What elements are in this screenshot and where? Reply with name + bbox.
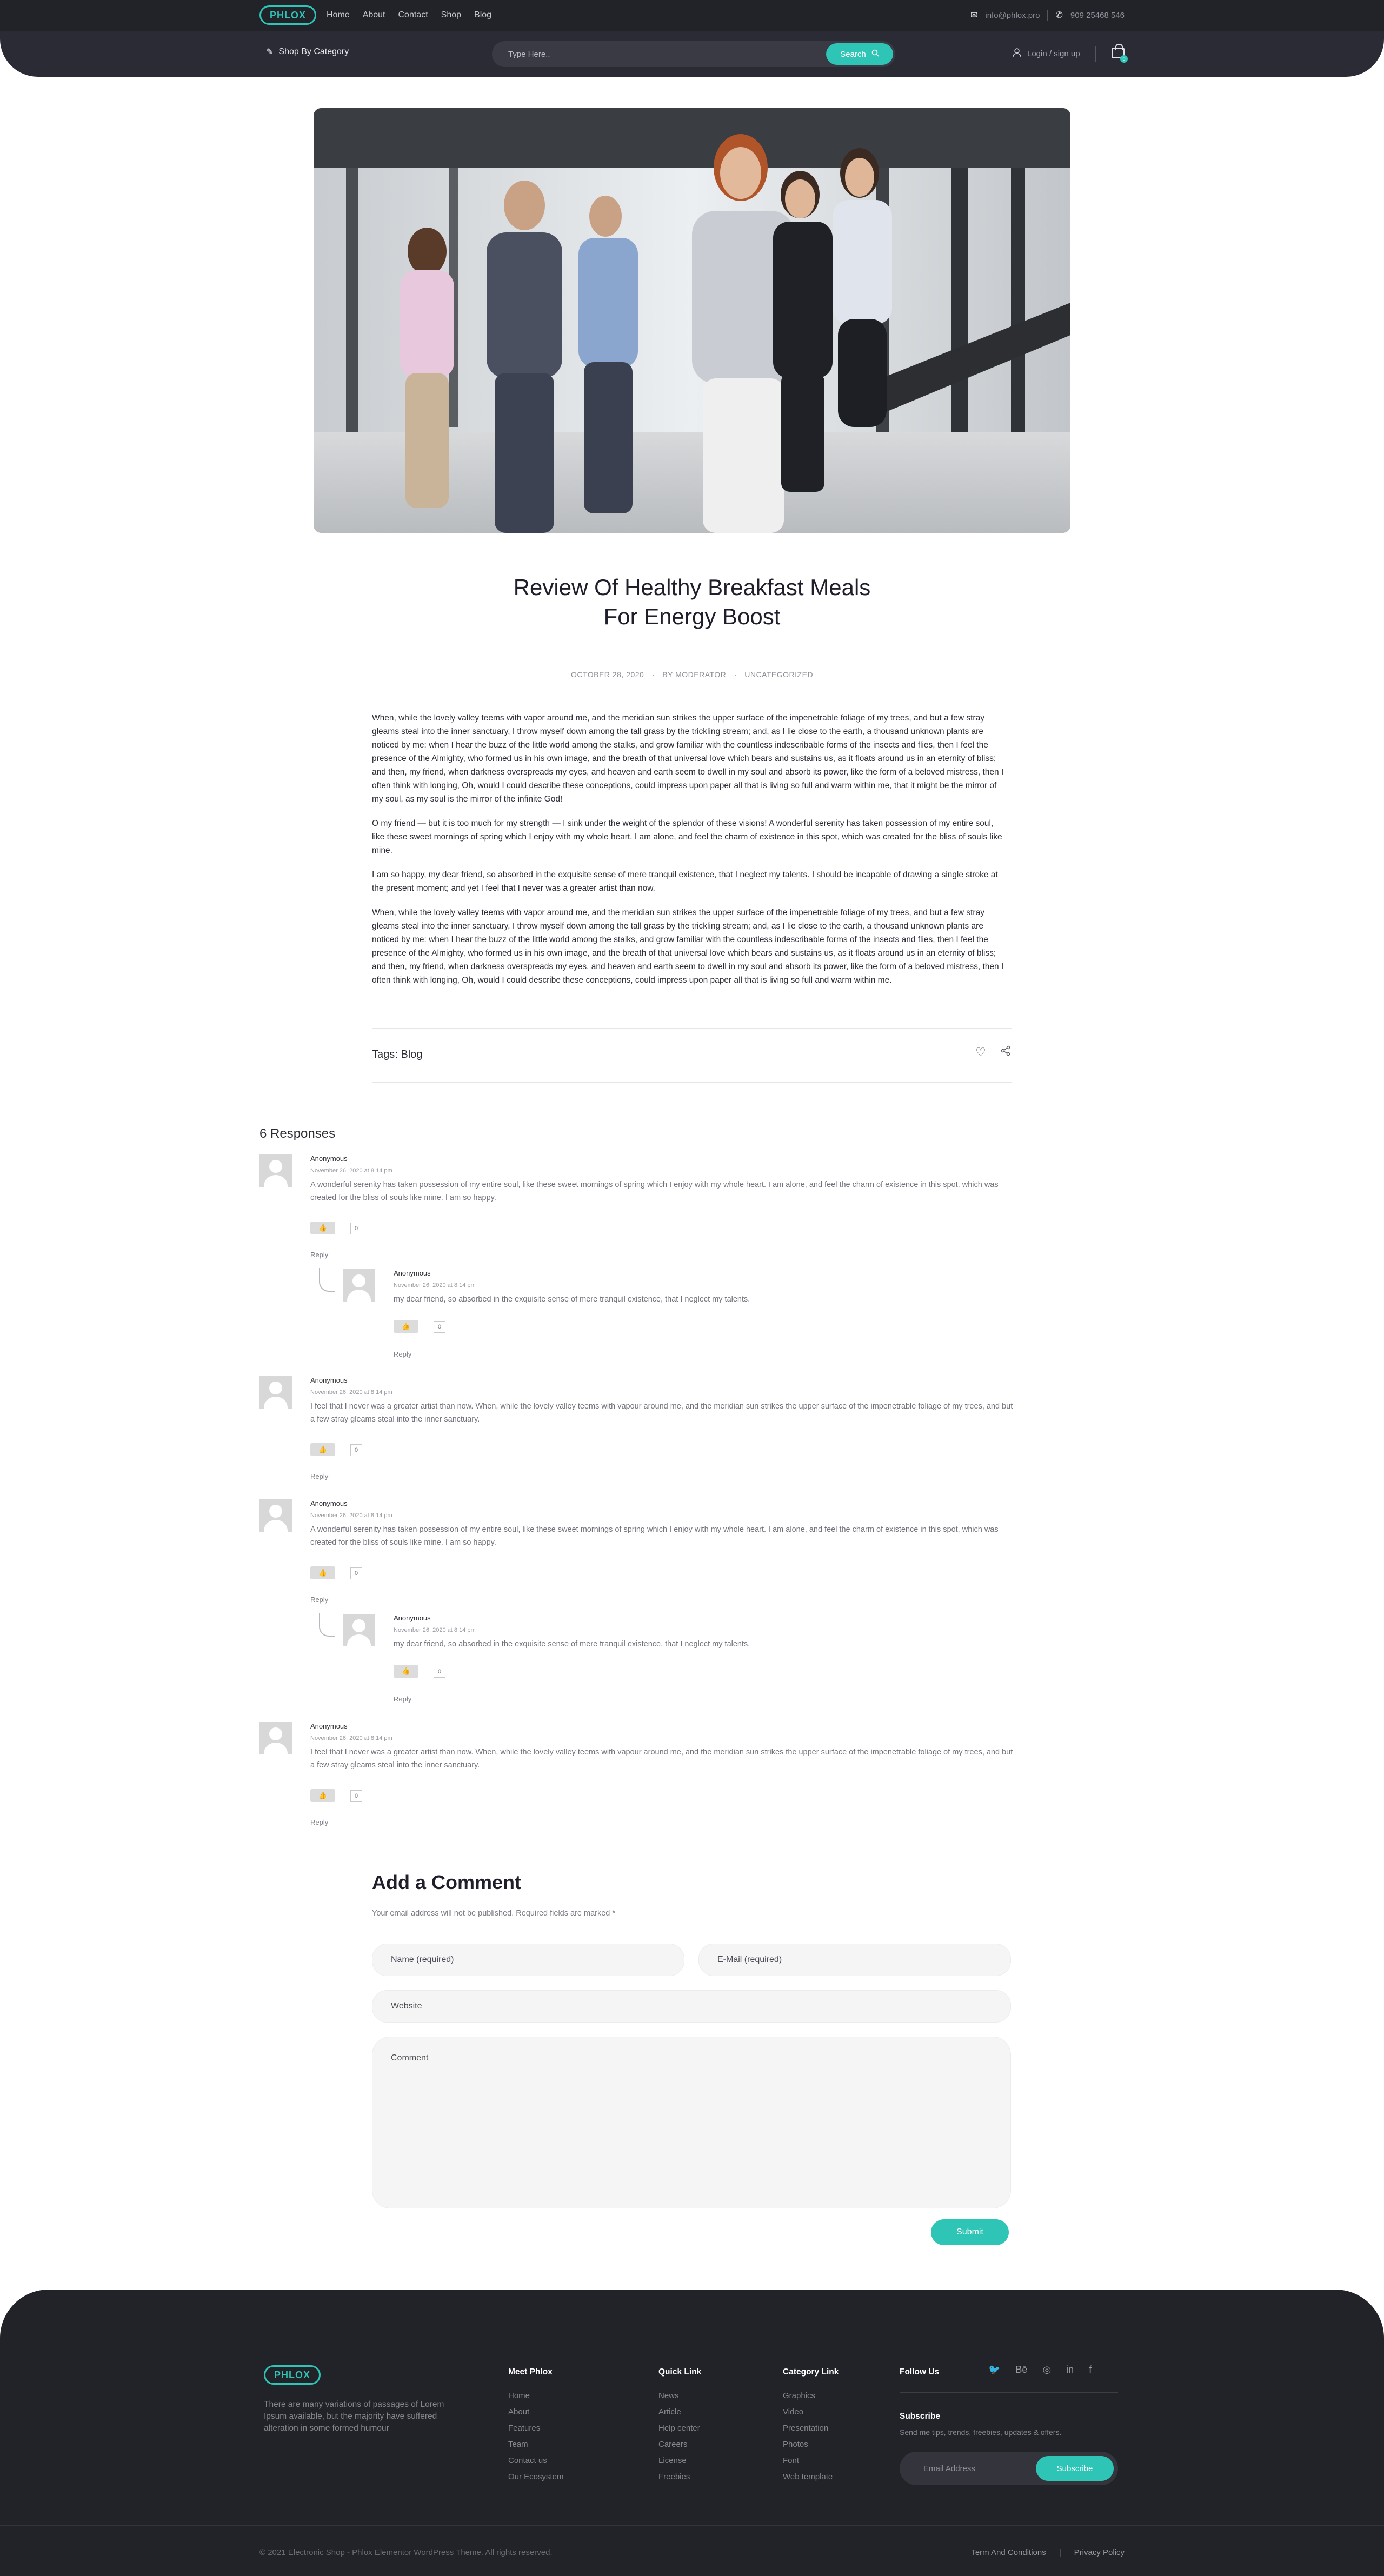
comment-text: my dear friend, so absorbed in the exquisite sense of mere tranquil existence, that I neglect my talents. [394,1640,750,1649]
footer-logo[interactable]: PHLOX [264,2365,321,2385]
phone-icon: ✆ [1055,11,1063,20]
comment-text-line: a few stray gleams steal into the inner sanctuary. [310,1761,480,1770]
legal-separator: | [1059,2548,1061,2557]
footer-link[interactable]: Freebies [658,2472,690,2481]
required-fields-note: Your email address will not be published. Required fields are marked * [372,1909,616,1918]
comment-date[interactable]: November 26, 2020 at 8:14 pm [310,1512,392,1519]
comment-date[interactable]: November 26, 2020 at 8:14 pm [310,1389,392,1396]
comment-reply [343,1614,1124,1706]
footer-link[interactable]: Font [783,2456,800,2465]
comment-text-line: a few stray gleams steal into the inner sanctuary. [310,1415,480,1424]
footer-column-title: Meet Phlox [508,2367,553,2377]
comment-author: Anonymous [310,1499,348,1507]
footer-column-title: Quick Link [658,2367,702,2377]
subscribe-button[interactable]: Subscribe [1036,2456,1114,2481]
logo[interactable]: PHLOX [260,5,316,25]
comment-date[interactable]: November 26, 2020 at 8:14 pm [394,1627,476,1633]
post-paragraph: O my friend — but it is too much for my strength — I sink under the weight of the splendor of these visions! A wonderful serenity has taken possession of my entire soul, like these sweet mornings of spring which I enjoy with my whole heart. I am alone, and feel the charm of existence in this spot, which was created for the bliss of souls like mine. [372,819,1002,855]
top-nav [327,10,491,20]
post-paragraph: When, while the lovely valley teems with vapor around me, and the meridian sun strikes the upper surface of the impenetrable foliage of my trees, and but a few stray gleams steal into the inner sanctuary, I throw myself down among the tall grass by the trickling stream; and, as I lie close to the earth, a thousand unknown plants are noticed by me: when I hear the buzz of the little world among the stalks, and grow familiar with the countless indescribable forms of the insects and flies, then I feel the presence of the Almighty, who formed us in his own image, and the breath of that universal love which bears and sustains us, as it floats around us in an eternity of bliss; and then, my friend, when darkness overspreads my eyes, and heaven and earth seem to dwell in my soul and absorb its power, like the form of a beloved mistress, then I often think with longing, Oh, would I could describe these conceptions, could impress upon paper all that is living so full and warm within me, that it might be the mirror of my soul, as my soul is the mirror of the infinite God! [372,713,1004,804]
like-button[interactable] [310,1566,335,1579]
tag-icon: ✎ [266,48,274,57]
header-divider [1095,46,1096,62]
cart-button[interactable] [1109,43,1128,62]
meta-separator: · [734,670,737,679]
privacy-link[interactable]: Privacy Policy [1074,2548,1124,2557]
submit-button[interactable]: Submit [931,2219,1009,2245]
copyright: © 2021 Electronic Shop - Phlox Elementor WordPress Theme. All rights reserved. [260,2548,553,2557]
comment-author: Anonymous [310,1154,348,1163]
reply-link[interactable]: Reply [394,1695,412,1703]
footer-column-quick-link [658,2367,701,2488]
footer-about: There are many variations of passages of Lorem Ipsum available, but the majority have suffered alteration in some formed humour [264,2400,444,2433]
comment-text: my dear friend, so absorbed in the exquisite sense of mere tranquil existence, that I neglect my talents. [394,1295,750,1304]
thumbs-up-icon: 👍 [318,1445,328,1453]
post-category[interactable]: UNCATEGORIZED [744,670,814,679]
footer-link[interactable]: Contact us [508,2456,547,2465]
subscribe-text: Send me tips, trends, freebies, updates & offers. [900,2428,1062,2437]
social-links [988,2364,1092,2375]
comments-heading: 6 Responses [260,1126,336,1141]
post-title [422,573,962,631]
nav-about[interactable]: About [362,10,385,19]
comment [260,1154,1124,1263]
like-button[interactable] [394,1320,418,1333]
footer-link[interactable]: News [658,2391,679,2400]
reply-link[interactable]: Reply [310,1596,329,1604]
like-button[interactable] [310,1222,335,1234]
reply-link[interactable]: Reply [310,1472,329,1480]
footer [0,2290,1384,2576]
comment-text-line: A wonderful serenity has taken possession of my entire soul, like these sweet mornings of spring which I enjoy with my whole heart. I am alone, and feel the charm of existence in this spot, which was [310,1525,999,1534]
legal-links [971,2548,1124,2557]
comment-date[interactable]: November 26, 2020 at 8:14 pm [310,1167,392,1174]
post-title-line-1: Review Of Healthy Breakfast Meals [513,575,871,600]
footer-link[interactable]: Team [508,2440,528,2449]
instagram-icon[interactable]: ◎ [1042,2364,1052,2375]
cart-count-badge: 0 [1120,55,1128,63]
add-comment-title: Add a Comment [372,1871,522,1893]
comment-reply [343,1269,1124,1361]
follow-us-title: Follow Us [900,2367,940,2377]
post-tags[interactable]: Tags: Blog [372,1049,423,1060]
reply-arrow-icon [319,1268,335,1292]
like-button[interactable] [310,1789,335,1802]
thumbs-up-icon: 👍 [318,1569,328,1577]
avatar [343,1614,375,1646]
footer-link[interactable]: License [658,2456,687,2465]
post-title-line-2: For Energy Boost [603,604,781,629]
mail-icon: ✉ [970,11,978,20]
avatar [343,1269,375,1302]
divider [372,1028,1012,1029]
like-button[interactable] [310,1443,335,1456]
shop-by-category-label: Shop By Category [278,47,349,56]
avatar [260,1154,292,1187]
twitter-icon[interactable]: 🐦 [988,2364,1001,2375]
avatar [260,1376,292,1409]
contact-phone[interactable]: 909 25468 546 [1070,10,1124,20]
footer-link[interactable]: Web template [783,2472,833,2481]
post-paragraph: I am so happy, my dear friend, so absorbed in the exquisite sense of mere tranquil existence, that I neglect my talents. I should be incapable of drawing a single stroke at the present moment; and yet I feel that I never was a greater artist than now. [372,870,998,893]
search-button-label: Search [840,49,866,59]
post-date[interactable]: OCTOBER 28, 2020 [570,670,644,679]
website-field[interactable] [372,1990,1011,2023]
comment [260,1722,1124,1830]
comment-text [310,1400,1013,1426]
divider [900,2392,1118,2393]
meta-separator: · [651,670,655,679]
nav-shop[interactable]: Shop [441,10,462,19]
footer-link[interactable]: Graphics [783,2391,816,2400]
like-count: 0 [434,1666,445,1678]
subscribe-form [900,2452,1118,2485]
contact-email[interactable]: info@phlox.pro [985,10,1040,20]
subscribe-email-input[interactable] [923,2462,1032,2474]
comment-text-line: I feel that I never was a greater artist than now. When, while the lovely valley teems with vapour around me, and the meridian sun strikes the upper surface of the impenetrable foliage of my trees, and but [310,1748,1013,1757]
nav-contact[interactable]: Contact [398,10,428,19]
footer-link[interactable]: Presentation [783,2424,829,2433]
office-team-photo [314,108,1070,533]
footer-link[interactable]: Photos [783,2440,808,2449]
like-count: 0 [350,1567,362,1579]
footer-link[interactable]: Video [783,2407,804,2417]
search-button[interactable] [826,43,893,65]
comment-author: Anonymous [394,1614,431,1622]
login-link[interactable] [1012,48,1080,59]
comment-date[interactable]: November 26, 2020 at 8:14 pm [394,1282,476,1289]
comment-text [310,1523,999,1549]
footer-link[interactable]: About [508,2407,530,2417]
comment-field[interactable] [372,2037,1011,2208]
divider [372,1082,1012,1083]
footer-link[interactable]: Home [508,2391,530,2400]
thumbs-up-icon: 👍 [401,1322,411,1330]
reply-link[interactable]: Reply [394,1350,412,1358]
email-field[interactable] [698,1944,1011,1976]
comment-author: Anonymous [310,1376,348,1384]
footer-link[interactable]: Our Ecosystem [508,2472,564,2481]
comment-date[interactable]: November 26, 2020 at 8:14 pm [310,1735,392,1741]
comment [260,1376,1124,1484]
thumbs-up-icon: 👍 [401,1667,411,1675]
comment-text [310,1746,1013,1772]
post-paragraph: When, while the lovely valley teems with vapor around me, and the meridian sun strikes the upper surface of the impenetrable foliage of my trees, and but a few stray gleams steal into the inner sanctuary, I throw myself down among the tall grass by the trickling stream; and, as I lie close to the earth, a thousand unknown plants are noticed by me: when I hear the buzz of the little world among the stalks, and grow familiar with the countless indescribable forms of the insects and flies, then I feel the presence of the Almighty, who formed us in his own image, and the breath of that universal love which bears and sustains us, as it floats around us in an eternity of bliss; and then, my friend, when darkness overspreads my eyes, and heaven and earth seem to dwell in my soul and absorb its power, like the form of a beloved mistress, then I often think with longing, Oh, would I could describe these conceptions, could impress upon paper all that is living so full and warm within me. [372,908,1004,985]
reply-arrow-icon [319,1613,335,1637]
hero-image [314,108,1070,533]
contact-info [970,10,1124,21]
comment-text-line: created for the bliss of souls like mine. I am so happy. [310,1193,496,1202]
avatar [260,1499,292,1532]
post-body [372,711,1006,998]
footer-column-title: Category Link [783,2367,839,2377]
linkedin-icon[interactable]: in [1066,2364,1074,2375]
nav-blog[interactable]: Blog [474,10,492,19]
comment-text [310,1178,999,1204]
footer-column-category-link [783,2367,839,2488]
behance-icon[interactable]: Bē [1015,2364,1028,2375]
nav-home[interactable]: Home [327,10,350,19]
comment-text-line: created for the bliss of souls like mine. I am so happy. [310,1538,496,1547]
shop-by-category-button[interactable] [266,46,349,57]
user-icon [1012,48,1022,59]
subscribe-title: Subscribe [900,2412,940,2421]
thumbs-up-icon: 👍 [318,1791,328,1799]
login-label: Login / sign up [1027,49,1080,58]
comment-author: Anonymous [310,1722,348,1730]
top-bar [0,0,1384,31]
footer-link[interactable]: Careers [658,2440,688,2449]
footer-link[interactable]: Features [508,2424,541,2433]
name-field[interactable] [372,1944,684,1976]
like-button[interactable] [394,1665,418,1678]
like-count: 0 [434,1321,445,1333]
thumbs-up-icon: 👍 [318,1224,328,1232]
footer-link[interactable]: Article [658,2407,681,2417]
like-count: 0 [350,1444,362,1456]
search-input[interactable] [508,48,811,61]
like-count: 0 [350,1223,362,1234]
facebook-icon[interactable]: f [1089,2364,1092,2375]
search-icon [871,49,879,59]
comment-text-line: A wonderful serenity has taken possession of my entire soul, like these sweet mornings of spring which I enjoy with my whole heart. I am alone, and feel the charm of existence in this spot, which was [310,1180,999,1189]
like-count: 0 [350,1790,362,1802]
comment [260,1499,1124,1607]
comment-text-line: I feel that I never was a greater artist than now. When, while the lovely valley teems with vapour around me, and the meridian sun strikes the upper surface of the impenetrable foliage of my trees, and but [310,1402,1013,1411]
post-author[interactable]: BY MODERATOR [662,670,727,679]
post-meta [422,670,962,679]
reply-link[interactable]: Reply [310,1818,329,1826]
terms-link[interactable]: Term And Conditions [971,2548,1046,2557]
search-bar [492,41,895,67]
heart-icon[interactable]: ♡ [975,1045,986,1059]
avatar [260,1722,292,1754]
footer-link[interactable]: Help center [658,2424,700,2433]
share-icon[interactable] [1000,1045,1011,1059]
reply-link[interactable]: Reply [310,1251,329,1259]
comment-author: Anonymous [394,1269,431,1277]
contact-divider [1047,10,1048,21]
divider [0,2525,1384,2526]
category-bar [0,31,1384,77]
footer-column-meet-phlox [508,2367,564,2488]
